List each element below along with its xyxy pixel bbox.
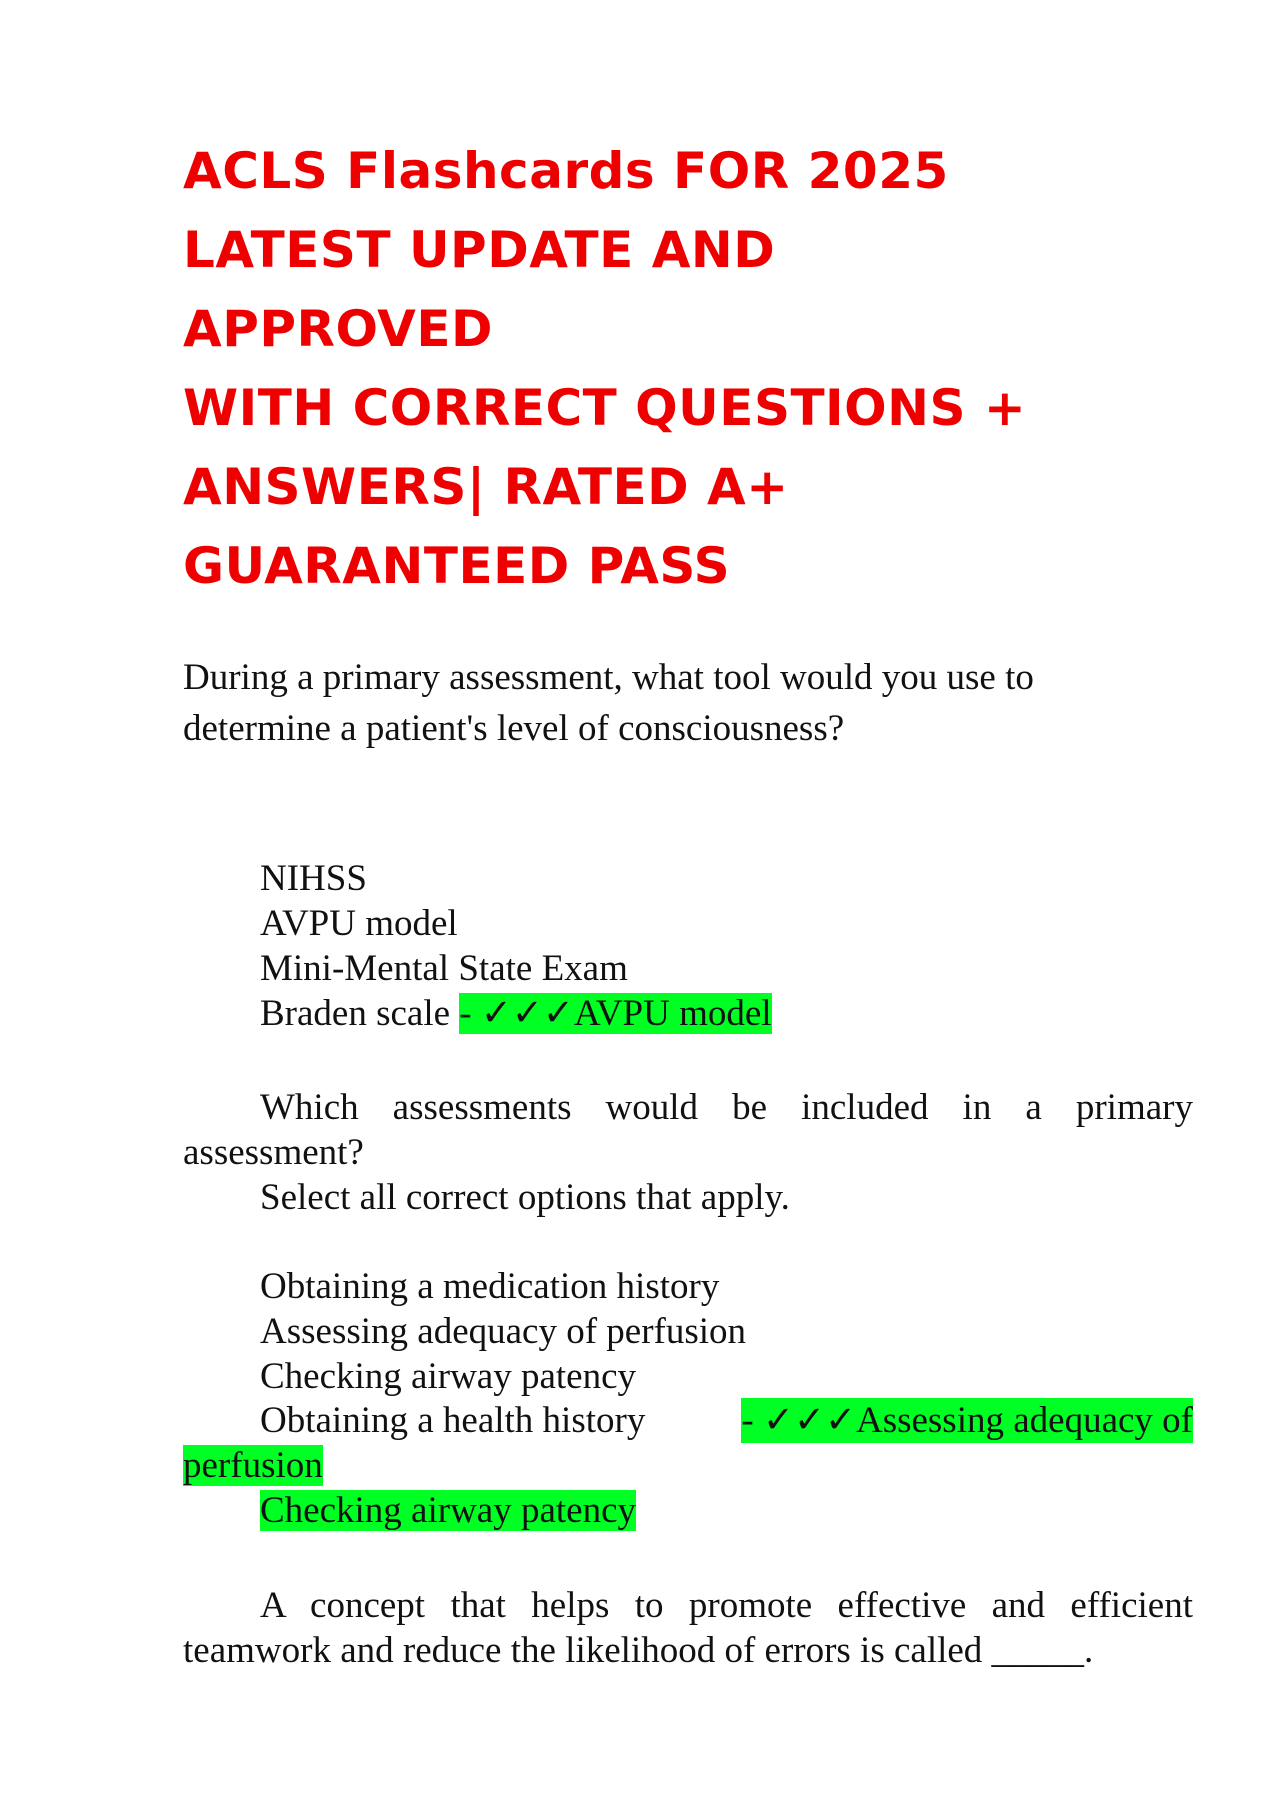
question-2-instruction: Select all correct options that apply. bbox=[260, 1177, 790, 1218]
question-2-text bbox=[183, 1085, 1193, 1220]
question-2-answer-highlight: perfusion bbox=[183, 1445, 323, 1486]
question-2-last-option-line bbox=[183, 1398, 1193, 1443]
option-item: Braden scale bbox=[260, 993, 451, 1034]
question-1-text bbox=[183, 652, 1143, 754]
title-line-5: ANSWERS| RATED A+ bbox=[183, 458, 789, 516]
title-line-6: GUARANTEED PASS bbox=[183, 537, 731, 595]
question-1-options bbox=[260, 856, 772, 1036]
question-2-line-1: Which assessments would be included in a primary bbox=[260, 1087, 1193, 1128]
question-1-line-1: During a primary assessment, what tool would you use to bbox=[183, 657, 1034, 698]
option-item: Assessing adequacy of perfusion bbox=[260, 1311, 747, 1352]
option-item: Obtaining a medication history bbox=[260, 1266, 720, 1307]
title-line-2: LATEST UPDATE AND bbox=[183, 221, 776, 279]
option-item-with-answer bbox=[260, 991, 772, 1036]
question-1-line-2: determine a patient's level of consciousness? bbox=[183, 708, 845, 749]
title-line-1: ACLS Flashcards FOR 2025 bbox=[183, 142, 949, 200]
option-item: Checking airway patency bbox=[260, 1356, 637, 1397]
option-item: NIHSS bbox=[260, 858, 367, 899]
question-2-options bbox=[260, 1264, 746, 1399]
question-2-answer-highlight: - ✓✓✓Assessing adequacy of bbox=[741, 1400, 1193, 1441]
question-3-text bbox=[183, 1583, 1193, 1673]
option-item: Mini-Mental State Exam bbox=[260, 948, 628, 989]
question-1-answer-highlight: - ✓✓✓AVPU model bbox=[459, 993, 772, 1034]
title-line-3: APPROVED bbox=[183, 300, 494, 358]
question-2-line-2: assessment? bbox=[183, 1132, 364, 1173]
option-item: Obtaining a health history bbox=[260, 1400, 646, 1441]
document-title bbox=[183, 132, 1183, 606]
question-2-answer-block bbox=[183, 1398, 1193, 1533]
title-line-4: WITH CORRECT QUESTIONS + bbox=[183, 379, 1027, 437]
question-2-answer-highlight: Checking airway patency bbox=[260, 1490, 637, 1531]
question-3-line-2: teamwork and reduce the likelihood of errors is called _____. bbox=[183, 1630, 1094, 1671]
option-item: AVPU model bbox=[260, 903, 458, 944]
question-3-line-1: A concept that helps to promote effective and efficient bbox=[260, 1585, 1193, 1626]
question-2-answer-continuation bbox=[183, 1443, 1193, 1488]
question-2-answer-continuation bbox=[183, 1488, 1193, 1533]
